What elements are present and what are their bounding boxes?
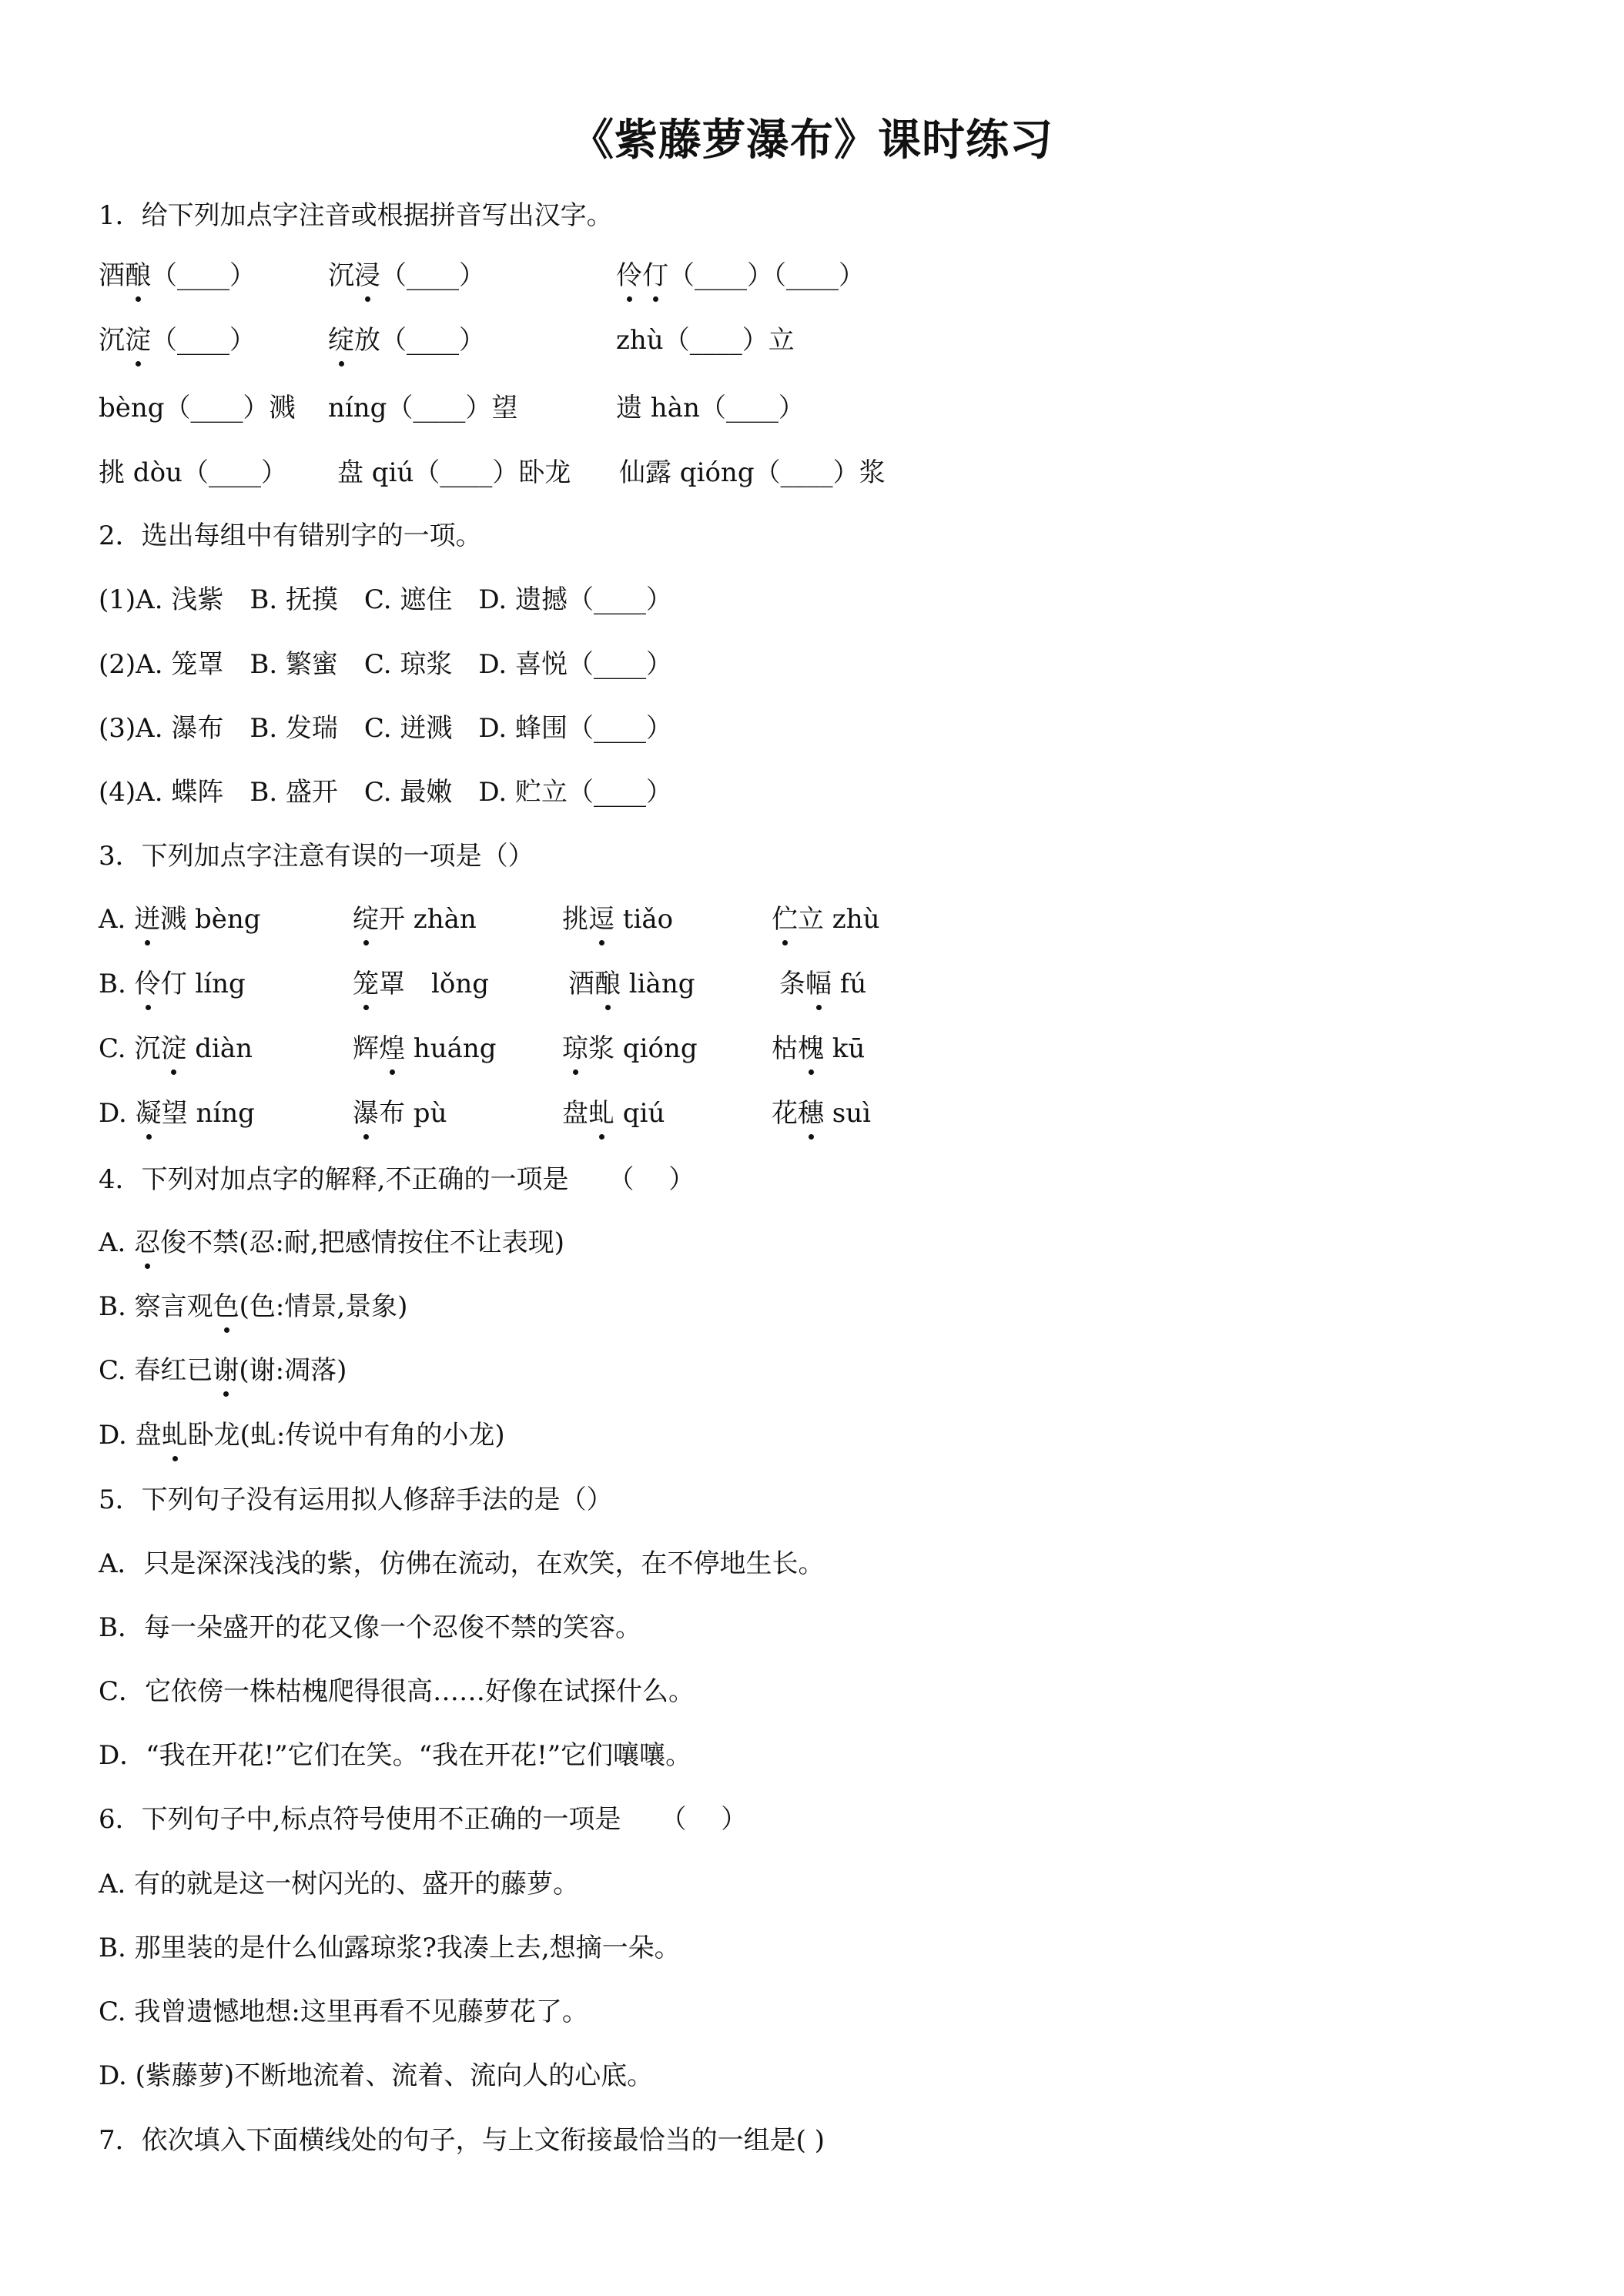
q3-b-4: 条幅 fú <box>779 969 867 999</box>
q2-stem: 2．选出每组中有错别字的一项。 <box>99 520 482 551</box>
emphasis-dot-char: 琼 <box>562 1033 588 1064</box>
q3-d-3: 盘虬 qiú <box>562 1098 665 1129</box>
emphasis-dot-char: 伫 <box>772 904 798 935</box>
q5-option-b: B．每一朵盛开的花又像一个忍俊不禁的笑容。 <box>99 1612 641 1643</box>
q3-b-2: 笼罩 lǒng <box>353 969 490 999</box>
emphasis-dot-char: 忍 <box>134 1227 161 1258</box>
q1-r4-b: 盘 qiú（____）卧龙 <box>337 457 571 488</box>
q1-r2-a: 沉淀（____） <box>99 325 256 356</box>
q6-option-d: D. (紫藤萝)不断地流着、流着、流向人的心底。 <box>99 2060 654 2091</box>
q3-stem: 3．下列加点字注意有误的一项是（） <box>99 841 534 872</box>
q3-a-3: 挑逗 tiǎo <box>562 904 674 935</box>
emphasis-dot-char: 槐 <box>798 1033 824 1064</box>
q4-stem: 4．下列对加点字的解释,不正确的一项是 （ ） <box>99 1164 695 1195</box>
q1-r4-a: 挑 dòu（____） <box>99 457 287 488</box>
emphasis-dot-char: 迸 <box>134 904 161 935</box>
q3-a-1: A. 迸溅 bèng <box>99 904 261 935</box>
emphasis-dot-char: 色 <box>213 1291 239 1322</box>
emphasis-dot-char: 凝 <box>135 1098 162 1129</box>
emphasis-dot-char: 伶 <box>616 260 642 291</box>
q3-c-4: 枯槐 kū <box>772 1033 866 1064</box>
q4-option-d: D. 盘虬卧龙(虬:传说中有角的小龙) <box>99 1420 505 1451</box>
emphasis-dot-char: 瀑 <box>353 1098 379 1129</box>
q2-line-3: (3)A. 瀑布 B. 发瑞 C. 迸溅 D. 蜂围（____） <box>99 713 673 744</box>
emphasis-dot-char: 仃 <box>642 260 668 291</box>
q1-r1-a: 酒酿（____） <box>99 260 256 291</box>
q3-d-4: 花穗 suì <box>772 1098 872 1129</box>
q1-stem: 1．给下列加点字注音或根据拼音写出汉字。 <box>99 200 613 231</box>
q4-option-a: A. 忍俊不禁(忍:耐,把感情按住不让表现) <box>99 1227 564 1258</box>
q4-option-b: B. 察言观色(色:情景,景象) <box>99 1291 408 1322</box>
q4-option-c: C. 春红已谢(谢:凋落) <box>99 1355 347 1386</box>
q5-option-c: C．它依傍一株枯槐爬得很高……好像在试探什么。 <box>99 1676 695 1707</box>
q3-b-1: B. 伶仃 líng <box>99 969 246 999</box>
emphasis-dot-char: 逗 <box>588 904 614 935</box>
page-title: 《紫藤萝瀑布》课时练习 <box>571 115 1053 166</box>
q3-a-2: 绽开 zhàn <box>353 904 477 935</box>
q1-r1-b: 沉浸（____） <box>328 260 485 291</box>
q3-c-1: C. 沉淀 diàn <box>99 1033 253 1064</box>
emphasis-dot-char: 淀 <box>160 1033 187 1064</box>
q7-stem: 7．依次填入下面横线处的句子，与上文衔接最恰当的一组是( ) <box>99 2125 825 2156</box>
q2-line-2: (2)A. 笼罩 B. 繁蜜 C. 琼浆 D. 喜悦（____） <box>99 649 673 680</box>
q6-option-b: B. 那里装的是什么仙露琼浆?我凑上去,想摘一朵。 <box>99 1933 681 1963</box>
q3-c-3: 琼浆 qióng <box>562 1033 698 1064</box>
emphasis-dot-char: 淀 <box>125 325 151 356</box>
q2-line-4: (4)A. 蝶阵 B. 盛开 C. 最嫩 D. 贮立（____） <box>99 777 673 808</box>
q1-r2-b: 绽放（____） <box>328 325 485 356</box>
q5-option-d: D．“我在开花!”它们在笑。“我在开花!”它们嚷嚷。 <box>99 1740 692 1771</box>
q5-option-a: A．只是深深浅浅的紫，仿佛在流动，在欢笑，在不停地生长。 <box>99 1548 825 1579</box>
emphasis-dot-char: 笼 <box>353 969 379 999</box>
q1-r3-a: bèng（____）溅 <box>99 393 296 423</box>
emphasis-dot-char: 绽 <box>328 325 354 356</box>
q3-a-4: 伫立 zhù <box>772 904 880 935</box>
q6-option-c: C. 我曾遗憾地想:这里再看不见藤萝花了。 <box>99 1996 588 2027</box>
emphasis-dot-char: 酿 <box>594 969 621 999</box>
q3-b-3: 酒酿 liàng <box>568 969 695 999</box>
emphasis-dot-char: 绽 <box>353 904 379 935</box>
emphasis-dot-char: 虬 <box>161 1420 188 1451</box>
emphasis-dot-char: 煌 <box>379 1033 405 1064</box>
q6-stem: 6．下列句子中,标点符号使用不正确的一项是 （ ） <box>99 1804 748 1835</box>
q1-r2-c: zhù（____）立 <box>616 325 795 356</box>
emphasis-dot-char: 伶 <box>134 969 161 999</box>
emphasis-dot-char: 酿 <box>125 260 151 291</box>
q1-r3-b: níng（____）望 <box>328 393 518 423</box>
q3-c-2: 辉煌 huáng <box>353 1033 497 1064</box>
emphasis-dot-char: 穗 <box>798 1098 824 1129</box>
emphasis-dot-char: 虬 <box>588 1098 614 1129</box>
emphasis-dot-char: 浸 <box>354 260 380 291</box>
q2-line-1: (1)A. 浅紫 B. 抚摸 C. 遮住 D. 遗撼（____） <box>99 584 673 615</box>
q3-d-2: 瀑布 pù <box>353 1098 447 1129</box>
q6-option-a: A. 有的就是这一树闪光的、盛开的藤萝。 <box>99 1869 580 1899</box>
q1-r4-c: 仙露 qióng（____）浆 <box>619 457 886 488</box>
emphasis-dot-char: 谢 <box>213 1355 239 1386</box>
q5-stem: 5．下列句子没有运用拟人修辞手法的是（） <box>99 1484 613 1515</box>
q1-r3-c: 遗 hàn（____） <box>616 393 805 423</box>
q1-r1-c: 伶仃（____）（____） <box>616 260 865 291</box>
emphasis-dot-char: 幅 <box>805 969 832 999</box>
q3-d-1: D. 凝望 níng <box>99 1098 255 1129</box>
